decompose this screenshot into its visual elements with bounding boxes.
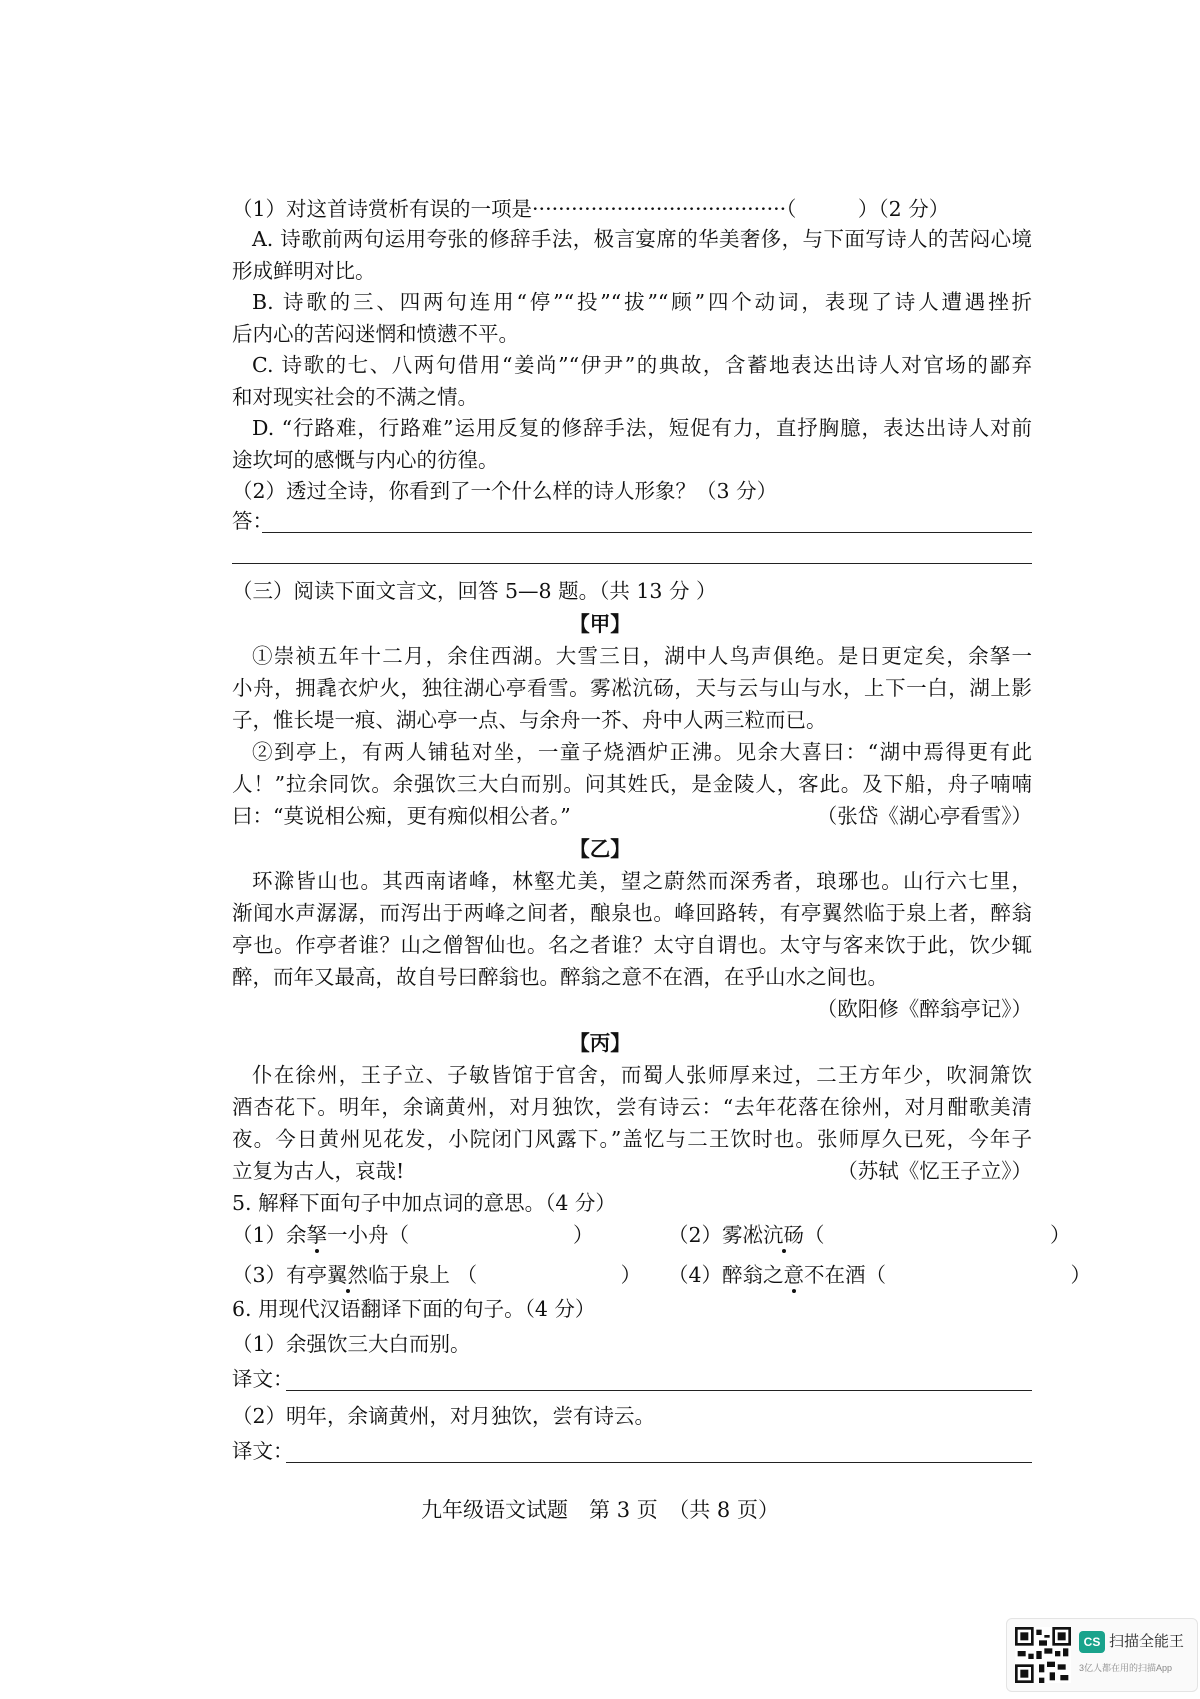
- yi-line-4: 醉，而年又最高，故自号曰醉翁也。醉翁之意不在酒，在乎山水之间也。: [232, 965, 888, 989]
- option-b-line-2: 后内心的苦闷迷惘和愤懑不平。: [232, 322, 519, 346]
- jia-p1-line-3: 子，惟长堤一痕、湖心亭一点、与余舟一芥、舟中人两三粒而已。: [232, 708, 827, 732]
- q6-trans-label-2: 译文：: [232, 1439, 294, 1463]
- jia-p2-line-3: 曰：“莫说相公痴，更有痴似相公者。”: [232, 804, 571, 828]
- bing-line-1: 仆在徐州，王子立、子敏皆馆于官舍，而蜀人张师厚来过，二王方年少，吹洞箫饮: [252, 1063, 1032, 1087]
- option-a-line-1: A. 诗歌前两句运用夸张的修辞手法，极言宴席的华美奢侈，与下面写诗人的苦闷心境: [252, 227, 1032, 251]
- option-c-line-2: 和对现实社会的不满之情。: [232, 385, 478, 409]
- jia-source: （张岱《湖心亭看雪》）: [816, 804, 1032, 828]
- q5-item-4-dotted-word: 意: [783, 1263, 805, 1287]
- bing-line-2: 酒杏花下。明年，余谪黄州，对月独饮，尝有诗云：“去年花落在徐州，对月酣歌美清: [232, 1095, 1032, 1119]
- q5-item-2-blank[interactable]: （ ）: [804, 1223, 1071, 1247]
- option-a-line-2: 形成鲜明对比。: [232, 259, 376, 283]
- camscanner-tagline: 3亿人都在用的扫描App: [1079, 1663, 1173, 1673]
- jia-p2-line-2: 人！”拉余同饮。余强饮三大白而别。问其姓氏，是金陵人，客此。及下船，舟子喃喃: [232, 772, 1032, 796]
- option-b-line-1: B. 诗歌的三、四两句连用“停”“投”“拔”“顾”四个动词，表现了诗人遭遇挫折: [252, 290, 1032, 314]
- q6-sentence-2: （2）明年，余谪黄州，对月独饮，尝有诗云。: [232, 1404, 656, 1428]
- q5-item-2-dotted-word: 沆砀: [763, 1223, 805, 1247]
- option-c-line-1: C. 诗歌的七、八两句借用“姜尚”“伊尹”的典故，含蓄地表达出诗人对官场的鄙弃: [252, 353, 1032, 377]
- camscanner-logo: CS: [1079, 1631, 1105, 1653]
- jia-p1-line-1: ①崇祯五年十二月，余住西湖。大雪三日，湖中人鸟声俱绝。是日更定矣，余拏一: [252, 644, 1032, 668]
- q5-item-1-dotted-word: 拏: [306, 1223, 328, 1247]
- section-3-heading: （三）阅读下面文言文，回答 5—8 题。（共 13 分 ）: [232, 579, 717, 603]
- answer-line-2[interactable]: [232, 563, 1032, 564]
- answer-label: 答：: [232, 509, 273, 533]
- q5-item-3: [232, 1262, 641, 1288]
- q5-item-3-dotted-word: 翼然: [327, 1263, 369, 1287]
- question-2: （2）透过全诗，你看到了一个什么样的诗人形象？（3 分）: [232, 479, 778, 503]
- scanner-watermark: [1006, 1618, 1198, 1692]
- q5-item-1-blank[interactable]: 一小舟（ ）: [327, 1223, 594, 1247]
- q5-item-1: [232, 1222, 594, 1248]
- jia-p1-line-2: 小舟，拥毳衣炉火，独往湖心亭看雪。雾凇沆砀，天与云与山与水，上下一白，湖上影: [232, 676, 1032, 700]
- passage-bing-title: 【丙】: [569, 1031, 631, 1055]
- page-footer: 九年级语文试题 第 3 页 （共 8 页）: [421, 1498, 779, 1522]
- q5-item-2: [668, 1222, 1071, 1248]
- q5-item-1-pre: （1）余: [232, 1223, 307, 1247]
- yi-line-2: 渐闻水声潺潺，而泻出于两峰之间者，酿泉也。峰回路转，有亭翼然临于泉上者，醉翁: [232, 901, 1032, 925]
- q5-item-4-pre: （4）醉翁之: [668, 1263, 784, 1287]
- bing-source: （苏轼《忆王子立》）: [837, 1159, 1032, 1183]
- q5-item-3-pre: （3）有亭: [232, 1263, 328, 1287]
- passage-jia-title: 【甲】: [569, 612, 631, 636]
- yi-line-3: 亭也。作亭者谁？山之僧智仙也。名之者谁？太守自谓也。太守与客来饮于此，饮少辄: [232, 933, 1032, 957]
- translation-line-1[interactable]: [286, 1390, 1032, 1391]
- camscanner-name: 扫描全能王: [1109, 1633, 1185, 1650]
- q5-item-4: [668, 1262, 1091, 1288]
- option-d-line-1: D. “行路难，行路难”运用反复的修辞手法，短促有力，直抒胸臆，表达出诗人对前: [252, 416, 1032, 440]
- q5-item-4-blank[interactable]: 不在酒（ ）: [804, 1263, 1092, 1287]
- passage-yi-title: 【乙】: [569, 837, 631, 861]
- q6-sentence-1: （1）余强饮三大白而别。: [232, 1332, 471, 1356]
- q6-trans-label-1: 译文：: [232, 1367, 294, 1391]
- question-1: （1）对这首诗赏析有误的一项是·······································（ ）（2 分）: [232, 197, 950, 221]
- question-5-title: 5. 解释下面句子中加点词的意思。（4 分）: [232, 1191, 616, 1215]
- q5-item-2-pre: （2）雾凇: [668, 1223, 764, 1247]
- translation-line-2[interactable]: [286, 1462, 1032, 1463]
- bing-line-4: 立复为古人，哀哉!: [232, 1159, 405, 1183]
- jia-p2-line-1: ②到亭上，有两人铺毡对坐，一童子烧酒炉正沸。见余大喜曰：“湖中焉得更有此: [252, 740, 1032, 764]
- q5-item-3-blank[interactable]: 临于泉上 （ ）: [368, 1263, 642, 1287]
- qr-code-icon: [1015, 1627, 1071, 1683]
- question-6-title: 6. 用现代汉语翻译下面的句子。（4 分）: [232, 1297, 596, 1321]
- answer-line-1[interactable]: [262, 532, 1032, 533]
- yi-source: （欧阳修《醉翁亭记》）: [816, 997, 1032, 1021]
- yi-line-1: 环滁皆山也。其西南诸峰，林壑尤美，望之蔚然而深秀者，琅琊也。山行六七里，: [252, 869, 1032, 893]
- bing-line-3: 夜。今日黄州见花发，小院闭门风露下。”盖忆与二王饮时也。张师厚久已死，今年子: [232, 1127, 1032, 1151]
- option-d-line-2: 途坎坷的感慨与内心的彷徨。: [232, 448, 499, 472]
